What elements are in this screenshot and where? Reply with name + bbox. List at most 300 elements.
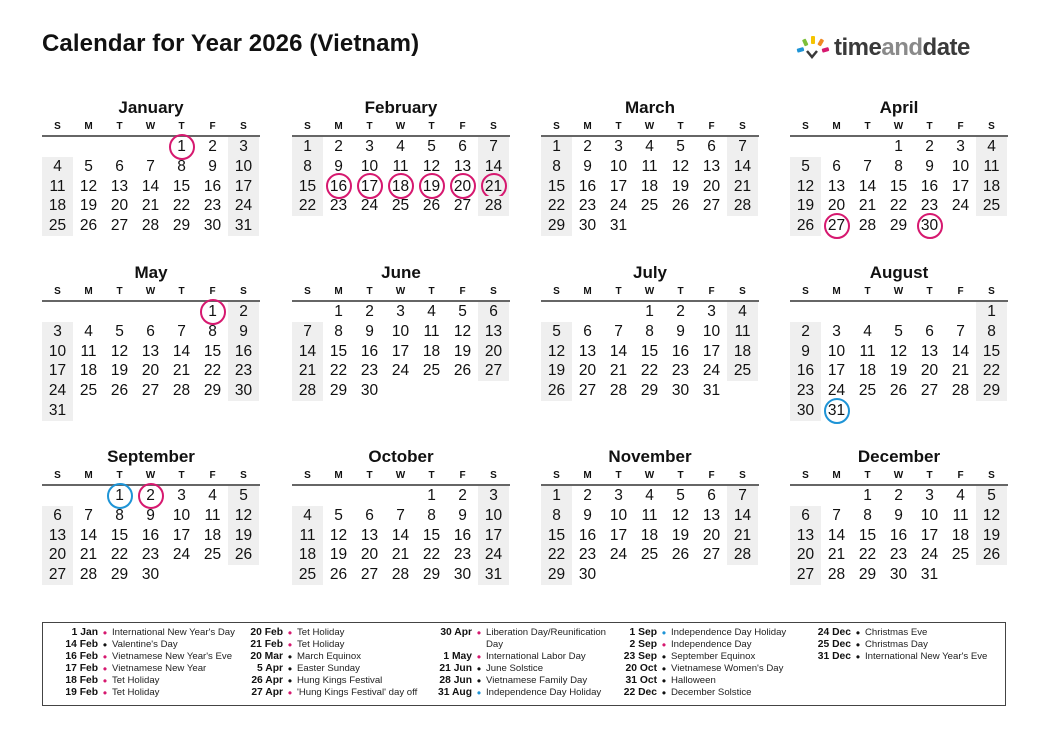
month-january xyxy=(42,97,260,236)
day-cell: 1 xyxy=(894,138,903,155)
event-dot-icon: • xyxy=(287,674,293,688)
day-cell: 11 xyxy=(392,157,409,175)
day-cell: 8 xyxy=(292,157,323,177)
day-cell: 3 xyxy=(228,137,259,157)
day-cell: 30 xyxy=(578,217,597,235)
weekday-header: T xyxy=(615,470,622,481)
legend-name: Liberation Day/Reunification xyxy=(486,627,606,638)
month-june xyxy=(292,262,510,401)
day-cell: 8 xyxy=(541,157,572,177)
day-cell: 19 xyxy=(790,196,821,216)
weekday-header: T xyxy=(677,286,684,297)
day-cell: 9 xyxy=(208,157,217,175)
legend-name: December Solstice xyxy=(671,687,752,698)
weekday-header: S xyxy=(304,121,311,132)
day-cell: 16 xyxy=(323,177,354,197)
holiday-dot-icon: • xyxy=(287,686,293,700)
day-cell: 17 xyxy=(42,361,73,381)
weekday-header: T xyxy=(178,121,185,132)
empty-cell xyxy=(385,486,416,506)
day-cell: 23 xyxy=(329,197,348,215)
legend-item xyxy=(53,663,235,675)
empty-cell xyxy=(197,565,228,585)
weekday-header: W xyxy=(893,286,904,297)
day-cell: 2 xyxy=(676,303,685,320)
day-cell: 5 xyxy=(894,322,903,340)
empty-cell xyxy=(634,565,665,585)
legend-item xyxy=(53,687,235,699)
day-cell: 19 xyxy=(541,361,572,381)
day-cell: 15 xyxy=(541,177,572,197)
empty-cell xyxy=(727,381,758,401)
day-cell: 28 xyxy=(827,566,846,584)
empty-cell xyxy=(945,302,976,322)
legend-item xyxy=(619,639,786,651)
day-cell: 9 xyxy=(583,157,592,175)
empty-cell xyxy=(292,302,323,322)
month-name: December xyxy=(857,447,941,466)
day-cell: 21 xyxy=(609,362,628,380)
empty-cell xyxy=(883,302,914,322)
legend-name: 'Hung Kings Festival' day off xyxy=(297,687,418,698)
day-cell: 6 xyxy=(583,322,592,340)
day-cell: 25 xyxy=(79,382,98,400)
day-cell: 5 xyxy=(458,303,467,320)
empty-cell xyxy=(541,302,572,322)
weekday-header: T xyxy=(677,470,684,481)
day-cell: 19 xyxy=(110,362,129,380)
legend-date: 22 Dec xyxy=(623,687,657,698)
day-cell: 9 xyxy=(334,157,343,175)
day-cell: 17 xyxy=(478,526,509,546)
empty-cell xyxy=(727,565,758,585)
day-cell: 8 xyxy=(541,506,572,526)
month-name: June xyxy=(381,263,421,282)
empty-cell xyxy=(634,216,665,236)
weekday-header: W xyxy=(145,470,156,481)
day-cell: 16 xyxy=(578,177,597,195)
event-dot-icon: • xyxy=(661,686,667,700)
day-cell: 5 xyxy=(676,138,685,155)
legend-date: 27 Apr xyxy=(251,687,283,698)
day-cell: 24 xyxy=(360,197,379,215)
day-cell: 19 xyxy=(976,526,1007,546)
day-cell: 24 xyxy=(827,382,846,400)
empty-cell xyxy=(228,401,259,421)
weekday-header: T xyxy=(926,470,933,481)
logo-text: timeanddate xyxy=(834,34,970,61)
day-cell: 18 xyxy=(976,177,1007,197)
day-cell: 3 xyxy=(925,487,934,504)
empty-cell xyxy=(354,486,385,506)
legend-date: 31 Oct xyxy=(625,675,657,686)
weekday-header: M xyxy=(84,121,93,132)
day-cell: 7 xyxy=(956,322,965,340)
day-cell: 26 xyxy=(79,217,98,235)
day-cell: 18 xyxy=(640,177,659,195)
day-cell: 22 xyxy=(292,196,323,216)
legend-name: International New Year's Eve xyxy=(865,651,988,662)
holiday-marker-icon xyxy=(824,213,850,239)
day-cell: 3 xyxy=(707,303,716,320)
timeanddate-logo[interactable] xyxy=(796,34,970,62)
day-cell: 21 xyxy=(858,197,877,215)
month-name: September xyxy=(107,447,195,466)
day-cell: 9 xyxy=(146,506,155,524)
empty-cell xyxy=(42,486,73,506)
day-cell: 25 xyxy=(951,546,970,564)
weekday-header: T xyxy=(116,286,123,297)
legend-column xyxy=(53,627,235,699)
empty-cell xyxy=(447,381,478,401)
empty-cell xyxy=(976,401,1007,421)
day-cell: 12 xyxy=(422,157,441,175)
event-dot-icon: • xyxy=(661,650,667,664)
day-cell: 18 xyxy=(79,362,98,380)
weekday-header: S xyxy=(240,286,247,297)
day-cell: 28 xyxy=(727,196,758,216)
day-cell: 4 xyxy=(956,487,965,504)
weekday-header: S xyxy=(490,470,497,481)
legend-item xyxy=(807,639,987,651)
empty-cell xyxy=(603,302,634,322)
day-cell: 15 xyxy=(329,342,348,360)
weekday-header: T xyxy=(116,121,123,132)
weekday-header-row xyxy=(790,284,1008,302)
day-cell: 20 xyxy=(360,546,379,564)
empty-cell xyxy=(790,486,821,506)
day-cell: 1 xyxy=(104,486,135,506)
day-cell: 13 xyxy=(478,322,509,342)
day-cell: 18 xyxy=(858,362,877,380)
day-cell: 16 xyxy=(790,361,821,381)
day-cell: 21 xyxy=(292,361,323,381)
day-grid xyxy=(42,486,260,585)
day-cell: 14 xyxy=(609,342,628,360)
day-cell: 8 xyxy=(208,322,217,340)
day-cell: 13 xyxy=(141,342,160,360)
month-name: August xyxy=(869,263,929,282)
empty-cell xyxy=(416,381,447,401)
empty-cell xyxy=(665,216,696,236)
legend-column xyxy=(807,627,987,663)
weekday-header: T xyxy=(864,121,871,132)
day-cell: 10 xyxy=(172,506,191,524)
day-cell: 22 xyxy=(976,361,1007,381)
empty-cell xyxy=(883,401,914,421)
day-cell: 29 xyxy=(541,565,572,585)
day-cell: 10 xyxy=(702,322,721,340)
empty-cell xyxy=(166,401,197,421)
day-cell: 29 xyxy=(541,216,572,236)
weekday-header: W xyxy=(395,286,406,297)
day-cell: 20 xyxy=(827,197,846,215)
day-cell: 15 xyxy=(110,526,129,544)
day-grid xyxy=(42,137,260,236)
day-cell: 29 xyxy=(110,566,129,584)
event-dot-icon: • xyxy=(287,662,293,676)
legend-name: Vietnamese New Year's Eve xyxy=(112,651,233,662)
empty-cell xyxy=(821,137,852,157)
day-cell: 26 xyxy=(228,545,259,565)
legend-item xyxy=(239,663,417,675)
empty-cell xyxy=(665,565,696,585)
empty-cell xyxy=(385,381,416,401)
holiday-legend xyxy=(42,622,1006,706)
legend-item xyxy=(429,651,606,663)
weekday-header: M xyxy=(334,121,343,132)
day-cell: 30 xyxy=(578,566,597,584)
legend-name: Independence Day xyxy=(671,639,752,650)
day-grid xyxy=(541,486,759,585)
month-name: May xyxy=(134,263,168,282)
day-cell: 3 xyxy=(614,138,623,155)
legend-item xyxy=(807,651,987,663)
legend-item xyxy=(429,687,606,699)
day-cell: 10 xyxy=(42,342,73,362)
day-cell: 30 xyxy=(790,401,821,421)
month-april xyxy=(790,97,1008,236)
day-cell: 22 xyxy=(640,362,659,380)
legend-column xyxy=(429,627,606,699)
weekday-header: S xyxy=(304,470,311,481)
day-cell: 17 xyxy=(702,342,721,360)
weekday-header: S xyxy=(553,470,560,481)
day-cell: 18 xyxy=(951,526,970,544)
legend-name: International Labor Day xyxy=(486,651,586,662)
day-cell: 4 xyxy=(42,157,73,177)
day-cell: 17 xyxy=(609,177,628,195)
day-cell: 4 xyxy=(645,138,654,155)
empty-cell xyxy=(478,381,509,401)
day-cell: 5 xyxy=(228,486,259,506)
day-cell: 22 xyxy=(541,545,572,565)
month-october xyxy=(292,446,510,585)
weekday-header: F xyxy=(459,470,466,481)
legend-name: Christmas Eve xyxy=(865,627,928,638)
empty-cell xyxy=(976,216,1007,236)
day-cell: 8 xyxy=(177,157,186,175)
day-cell: 6 xyxy=(42,506,73,526)
day-cell: 31 xyxy=(920,566,939,584)
legend-item xyxy=(429,675,606,687)
day-cell: 23 xyxy=(671,362,690,380)
day-cell: 4 xyxy=(645,487,654,504)
empty-cell xyxy=(73,486,104,506)
day-cell: 29 xyxy=(640,382,659,400)
legend-item xyxy=(619,651,786,663)
empty-cell xyxy=(166,302,197,322)
legend-date: 25 Dec xyxy=(817,639,851,650)
day-cell: 17 xyxy=(172,526,191,544)
legend-date: 1 May xyxy=(443,651,472,662)
day-cell: 14 xyxy=(391,526,410,544)
day-cell: 16 xyxy=(578,526,597,544)
empty-cell xyxy=(852,401,883,421)
day-cell: 14 xyxy=(141,177,160,195)
day-cell: 15 xyxy=(541,526,572,546)
day-cell: 21 xyxy=(727,526,758,546)
day-cell: 13 xyxy=(360,526,379,544)
day-cell: 11 xyxy=(423,322,440,340)
weekday-header: M xyxy=(334,470,343,481)
weekday-header: S xyxy=(240,470,247,481)
day-cell: 3 xyxy=(365,138,374,155)
day-cell: 17 xyxy=(951,177,970,195)
day-cell: 24 xyxy=(228,196,259,216)
weekday-header: S xyxy=(240,121,247,132)
weekday-header: T xyxy=(677,121,684,132)
day-cell: 27 xyxy=(578,382,597,400)
day-cell: 15 xyxy=(203,342,222,360)
legend-name: March Equinox xyxy=(297,651,361,662)
weekday-header-row xyxy=(541,468,759,486)
weekday-header: W xyxy=(644,286,655,297)
legend-date: 5 Apr xyxy=(257,663,283,674)
event-dot-icon: • xyxy=(476,662,482,676)
day-cell: 24 xyxy=(702,362,721,380)
day-cell: 11 xyxy=(727,322,758,342)
weekday-header-row xyxy=(541,284,759,302)
event-dot-icon: • xyxy=(855,638,861,652)
empty-cell xyxy=(821,486,852,506)
day-cell: 1 xyxy=(541,486,572,506)
holiday-dot-icon: • xyxy=(661,638,667,652)
weekday-header-row xyxy=(42,119,260,137)
empty-cell xyxy=(727,216,758,236)
day-cell: 19 xyxy=(671,177,690,195)
day-cell: 2 xyxy=(894,487,903,504)
observance-dot-icon: • xyxy=(661,626,667,640)
day-cell: 17 xyxy=(827,362,846,380)
day-cell: 20 xyxy=(578,362,597,380)
event-dot-icon: • xyxy=(287,650,293,664)
day-cell: 24 xyxy=(42,381,73,401)
day-cell: 1 xyxy=(976,302,1007,322)
weekday-header: F xyxy=(708,470,715,481)
day-cell: 23 xyxy=(578,197,597,215)
day-cell: 10 xyxy=(391,322,410,340)
day-cell: 27 xyxy=(360,566,379,584)
month-august xyxy=(790,262,1008,421)
weekday-header-row xyxy=(292,468,510,486)
day-cell: 26 xyxy=(889,382,908,400)
day-cell: 4 xyxy=(396,138,405,155)
day-cell: 9 xyxy=(583,506,592,524)
legend-date: 1 Jan xyxy=(71,627,98,638)
empty-cell xyxy=(572,302,603,322)
day-cell: 30 xyxy=(914,216,945,236)
day-cell: 22 xyxy=(889,197,908,215)
weekday-header: W xyxy=(395,121,406,132)
legend-item-continuation xyxy=(429,639,606,651)
day-cell: 14 xyxy=(292,342,323,362)
weekday-header: M xyxy=(583,470,592,481)
day-cell: 28 xyxy=(478,196,509,216)
day-cell: 20 xyxy=(790,545,821,565)
day-cell: 12 xyxy=(976,506,1007,526)
empty-cell xyxy=(104,401,135,421)
legend-name: Tet Holiday xyxy=(112,675,160,686)
day-cell: 9 xyxy=(925,157,934,175)
empty-cell xyxy=(945,216,976,236)
month-name: October xyxy=(368,447,434,466)
day-cell: 1 xyxy=(645,303,654,320)
day-cell: 27 xyxy=(42,565,73,585)
day-cell: 12 xyxy=(541,342,572,362)
day-cell: 1 xyxy=(334,303,343,320)
day-cell: 11 xyxy=(859,342,876,360)
day-cell: 5 xyxy=(790,157,821,177)
weekday-header: M xyxy=(832,121,841,132)
weekday-header-row xyxy=(292,119,510,137)
day-cell: 5 xyxy=(115,322,124,340)
weekday-header: W xyxy=(644,121,655,132)
legend-name: International New Year's Day xyxy=(112,627,235,638)
day-cell: 21 xyxy=(79,546,98,564)
day-cell: 1 xyxy=(166,137,197,157)
day-cell: 10 xyxy=(609,506,628,524)
weekday-header: T xyxy=(366,470,373,481)
day-cell: 14 xyxy=(858,177,877,195)
event-dot-icon: • xyxy=(661,674,667,688)
legend-name: Vietnamese Family Day xyxy=(486,675,588,686)
legend-date: 21 Feb xyxy=(250,639,283,650)
day-cell: 23 xyxy=(228,361,259,381)
day-cell: 2 xyxy=(208,138,217,155)
day-cell: 17 xyxy=(391,342,410,360)
day-cell: 25 xyxy=(727,361,758,381)
day-cell: 27 xyxy=(790,565,821,585)
weekday-header: F xyxy=(957,470,964,481)
weekday-header: S xyxy=(802,470,809,481)
weekday-header-row xyxy=(541,119,759,137)
weekday-header: F xyxy=(209,470,216,481)
empty-cell xyxy=(73,302,104,322)
weekday-header: F xyxy=(957,121,964,132)
day-cell: 26 xyxy=(453,362,472,380)
day-cell: 10 xyxy=(920,506,939,524)
day-cell: 24 xyxy=(920,546,939,564)
legend-date: 17 Feb xyxy=(65,663,98,674)
weekday-header: S xyxy=(739,470,746,481)
day-cell: 21 xyxy=(951,362,970,380)
day-cell: 22 xyxy=(858,546,877,564)
legend-name: Christmas Day xyxy=(865,639,928,650)
day-cell: 2 xyxy=(790,322,821,342)
weekday-header: S xyxy=(739,286,746,297)
day-cell: 16 xyxy=(228,342,259,362)
day-cell: 9 xyxy=(790,342,821,362)
day-cell: 8 xyxy=(976,322,1007,342)
day-cell: 29 xyxy=(889,217,908,235)
empty-cell xyxy=(821,302,852,322)
weekday-header-row xyxy=(42,284,260,302)
legend-date: 19 Feb xyxy=(65,687,98,698)
day-cell: 31 xyxy=(821,401,852,421)
day-cell: 26 xyxy=(790,216,821,236)
weekday-header: S xyxy=(802,286,809,297)
day-cell: 7 xyxy=(832,506,841,524)
day-cell: 26 xyxy=(541,381,572,401)
day-cell: 18 xyxy=(292,545,323,565)
day-cell: 14 xyxy=(79,526,98,544)
day-cell: 31 xyxy=(228,216,259,236)
month-september xyxy=(42,446,260,585)
legend-item xyxy=(429,627,606,639)
month-name: July xyxy=(632,263,668,282)
day-cell: 23 xyxy=(453,546,472,564)
